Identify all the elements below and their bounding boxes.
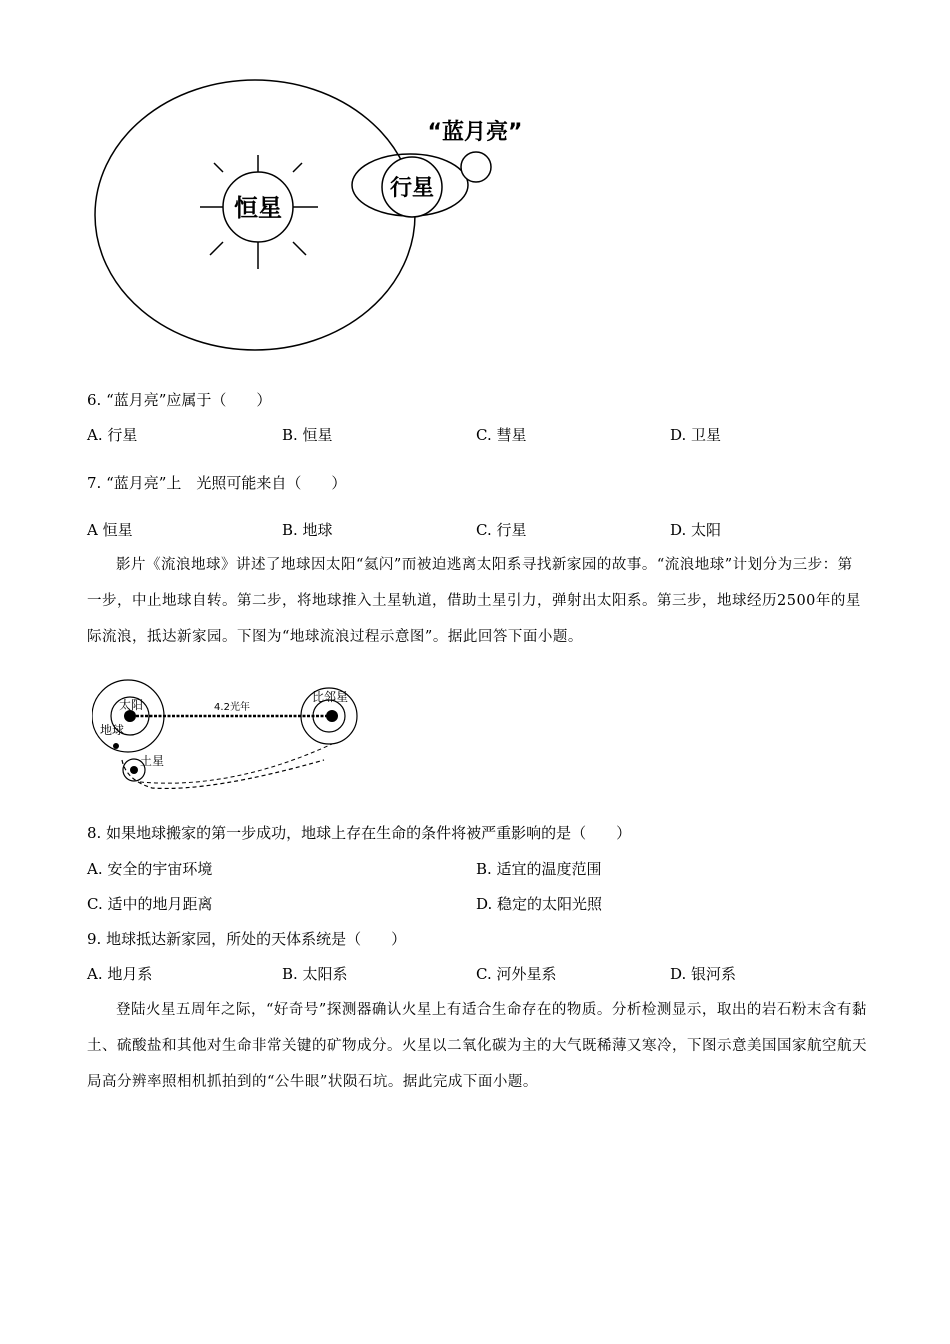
question-9-option-d[interactable]: D. 银河系: [670, 965, 737, 983]
flight-path-lower: [140, 744, 332, 783]
passage-mars-curiosity: 登陆火星五周年之际，“好奇号”探测器确认火星上有适合生命存在的物质。分析检测显示，取出的岩石粉末含有黏土、硫酸盐和其他对生命非常关键的矿物成分。火星以二氧化碳为主的大气既稀薄又寒冷，下图示意美国国家航空航天局高分辨率照相机抓拍到的“公牛眼”状陨石坑。据此完成下面小题。: [87, 1002, 867, 1090]
sun-label: 太阳: [119, 698, 144, 712]
question-9-option-b[interactable]: B. 太阳系: [282, 965, 348, 983]
question-6-stem: 6. “蓝月亮”应属于（ ）: [87, 391, 272, 409]
question-9-stem: 9. 地球抵达新家园，所处的天体系统是（ ）: [87, 930, 407, 948]
proxima-icon: [326, 710, 338, 722]
planet-label: 行星: [389, 176, 435, 201]
question-9-option-c[interactable]: C. 河外星系: [476, 965, 557, 983]
question-7-option-c[interactable]: C. 行星: [476, 521, 527, 539]
earth-icon: [113, 743, 119, 749]
question-8-option-c[interactable]: C. 适中的地月距离: [87, 895, 213, 913]
saturn-label: 土星: [140, 754, 165, 768]
star-planet-moon-diagram: [90, 75, 550, 360]
question-8-option-d[interactable]: D. 稳定的太阳光照: [476, 895, 603, 913]
saturn-icon: [130, 766, 138, 774]
passage-wandering-earth: 影片《流浪地球》讲述了地球因太阳“氦闪”而被迫逃离太阳系寻找新家园的故事。“流浪地球”计划分为三步：第一步，中止地球自转。第二步，将地球推入土星轨道，借助土星引力，弹射出太阳系。第三步，地球经历2500年的星际流浪，抵达新家园。下图为“地球流浪过程示意图”。据此回答下面小题。: [87, 557, 861, 645]
wandering-earth-diagram: [92, 664, 370, 792]
earth-label: 地球: [100, 723, 125, 737]
question-6-option-d[interactable]: D. 卫星: [670, 426, 722, 444]
star-label: 恒星: [234, 194, 282, 222]
proxima-label: 比邻星: [312, 690, 349, 704]
question-6-option-b[interactable]: B. 恒星: [282, 426, 333, 444]
question-6-option-c[interactable]: C. 彗星: [476, 426, 527, 444]
question-7-option-d[interactable]: D. 太阳: [670, 521, 722, 539]
question-7-option-a[interactable]: A 恒星: [87, 521, 133, 539]
question-8-stem: 8. 如果地球搬家的第一步成功，地球上存在生命的条件将被严重影响的是（ ）: [87, 824, 632, 842]
question-8-option-a[interactable]: A. 安全的宇宙环境: [87, 860, 213, 878]
question-7-option-b[interactable]: B. 地球: [282, 521, 333, 539]
question-9-option-a[interactable]: A. 地月系: [87, 965, 153, 983]
question-7-stem: 7. “蓝月亮”上 光照可能来自（ ）: [87, 474, 347, 492]
moon-icon: [461, 152, 491, 182]
question-6-option-a[interactable]: A. 行星: [87, 426, 138, 444]
distance-label: 4.2光年: [214, 702, 250, 713]
question-8-option-b[interactable]: B. 适宜的温度范围: [476, 860, 602, 878]
moon-label: “蓝月亮”: [427, 120, 523, 145]
